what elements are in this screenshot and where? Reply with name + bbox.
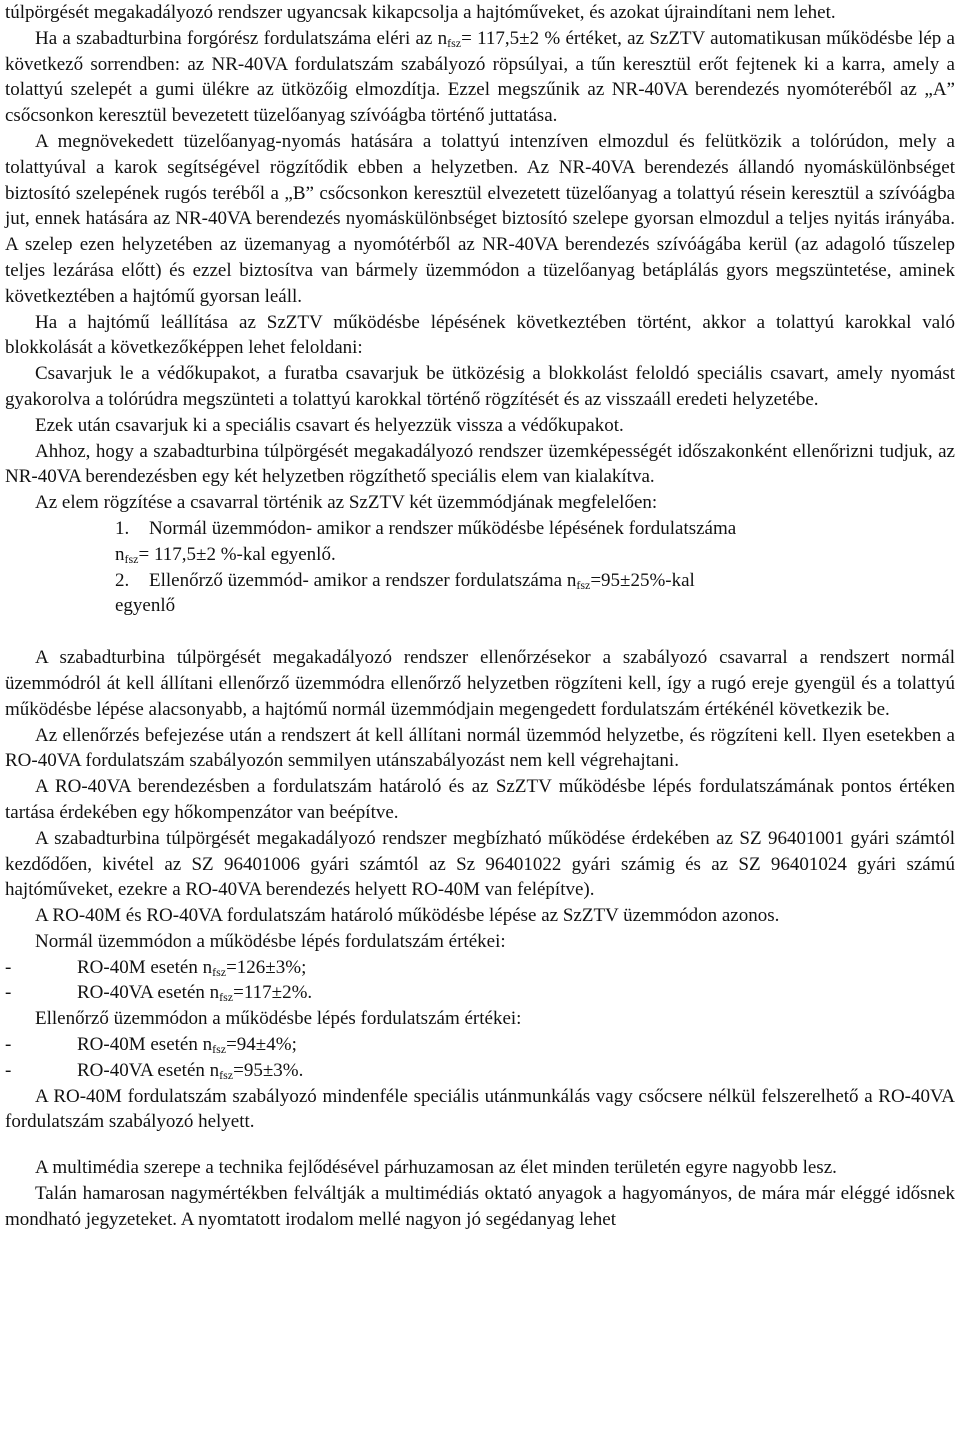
list-item	[115, 516, 955, 568]
paragraph: Ha a hajtómű leállítása az SzZTV működésbe lépésének következtében történt, akkor a tolattyú karokkal való blokkolását a következőképpen lehet feloldani:	[5, 311, 955, 359]
paragraph: Ellenőrző üzemmódon a működésbe lépés fordulatszám értékei:	[35, 1008, 522, 1030]
list-number: 1.	[115, 517, 130, 539]
paragraph: A megnövekedett tüzelőanyag-nyomás hatására a tolattyú intenzíven elmozdul és felütközik a tolórúdon, mely a tolattyúval a karok segítségével rögzítődik ebben a helyzetben. Az NR-40VA berendezés állandó nyomáskülönbséget biztosító szelepének rugós teréből a „B” csőcsonkon keresztül elvezetett tüzelőanyag a tolattyú résein keresztül a szívóágba jut, ennek hatására az NR-40VA berendezés nyomáskülönbséget biztosító szelepe gyorsan elmozdul a teljes nyitás irányába. A szelep ezen helyzetében az üzemanyag a nyomótérből az NR-40VA berendezés szívóágába kerül (az adagoló tűszelep teljes lezárása előtt) és ezzel biztosítva van bármely üzemmódon a tüzelőanyag betáplálás gyors megszüntetése, aminek következtében a hajtómű gyorsan leáll.	[5, 130, 955, 307]
subscript: fsz	[447, 35, 462, 50]
paragraph: A szabadturbina túlpörgését megakadályozó rendszer ellenőrzésekor a szabályozó csavarral a rendszert normál üzemmódról át kell állítani ellenőrző üzemmódra ellenőrző helyzetben rögzíteni kell, így a rugó ereje gyengül és a tolattyú működésbe lépése alacsonyabb, a hajtómű normál üzemmódjain megengedett fordulatszám értékénél következik be.	[5, 647, 955, 720]
dash-list-item: - RO-40M esetén $n_{fsz}=126\pm 3\%$;	[5, 956, 307, 979]
paragraph: A szabadturbina túlpörgését megakadályozó rendszer megbízható működése érdekében az SZ 96401001 gyári számtól kezdődően, kivétel az SZ 96401006 gyári számtól az Sz 96401022 gyári számig és az SZ 96401024 gyári számú hajtóműveket, ezekre a RO-40VA berendezés helyett RO-40M van felépítve).	[5, 827, 955, 901]
text-run: Ha a szabadturbina forgórész fordulatszáma eléri az n	[35, 27, 448, 49]
paragraph: Csavarjuk le a védőkupakot, a furatba csavarjuk be ütközésig a blokkolást feloldó speciális csavart, amely nyomást gyakorolva a tolórúdra megszünteti a tolattyú karokkal történő rögzítését és az visszaáll eredeti helyzetébe.	[5, 363, 955, 410]
dash-list-item: - RO-40VA esetén $n_{fsz}=117\pm 2\%$.	[5, 982, 313, 1005]
dash-list-item: - RO-40VA esetén $n_{fsz}=95\pm 3\%$.	[5, 1059, 304, 1082]
list-item	[115, 568, 955, 620]
paragraph: Talán hamarosan nagymértékben felváltják a multimédiás oktató anyagok a hagyományos, de mára már eléggé idősnek mondható jegyzeteket. A nyomtatott irodalom mellé nagyon jó segédanyag lehet	[5, 1183, 955, 1230]
dash-list-item: - RO-40M esetén $n_{fsz}=94\pm 4\%$;	[5, 1034, 297, 1057]
text-run: = 117,5±2 % értéket, az SzZTV automatikusan működésbe lép a következő sorrendben: az NR-40VA fordulatszám szabályozó röpsúlyai, a tűn keresztül erőt fejtenek ki a karra, amely a tolattyú szelepét a gumi ülékre az ütközőig elmozdítja. Ezzel megszűnik az NR-40VA berendezés nyomóteréből az „A” csőcsonkon keresztül bevezetett tüzelőanyag szívóágba történő juttatása.	[5, 27, 955, 127]
paragraph: A multimédia szerepe a technika fejlődésével párhuzamosan az élet minden területén egyre nagyobb lesz.	[35, 1157, 837, 1179]
document-page	[5, 0, 955, 1233]
paragraph: A RO-40VA berendezésben a fordulatszám határoló és az SzZTV működésbe lépés fordulatszámának pontos értéken tartása érdekében egy hőkompenzátor van beépítve.	[5, 776, 955, 823]
paragraph: Normál üzemmódon a működésbe lépés fordulatszám értékei:	[35, 930, 506, 952]
paragraph: A RO-40M és RO-40VA fordulatszám határoló működésbe lépése az SzZTV üzemmódon azonos.	[35, 905, 780, 927]
paragraph	[5, 26, 955, 129]
paragraph: túlpörgését megakadályozó rendszer ugyancsak kikapcsolja a hajtóműveket, és azokat újraindítani nem lehet.	[5, 2, 836, 23]
list-text: Normál üzemmódon- amikor a rendszer működésbe lépésének fordulatszáma $n_{fsz}= 117,5\pm 2$ %-kal egyenlő.	[115, 517, 737, 566]
paragraph: Ahhoz, hogy a szabadturbina túlpörgését megakadályozó rendszer üzemképességét időszakonként ellenőrizni tudjuk, az NR-40VA berendezésben egy két helyzetben rögzíthető speciális elem van kialakítva.	[5, 440, 955, 488]
paragraph: Az ellenőrzés befejezése után a rendszert át kell állítani normál üzemmód helyzetbe, és rögzíteni kell. Ilyen esetekben a RO-40VA fordulatszám szabályozón semmilyen utánszabályozást nem kell végrehajtani.	[5, 724, 955, 772]
list-number: 2.	[115, 569, 130, 591]
paragraph: A RO-40M fordulatszám szabályozó mindenféle speciális utánmunkálás vagy csőcsere nélkül felszerelhető a RO-40VA fordulatszám szabályozó helyett.	[5, 1085, 955, 1133]
paragraph: Az elem rögzítése a csavarral történik az SzZTV két üzemmódjának megfelelően:	[35, 492, 658, 514]
list-text: Ellenőrző üzemmód- amikor a rendszer fordulatszáma $n_{fsz}=95\pm 25\%$-kal egyenlő	[115, 569, 695, 617]
paragraph: Ezek után csavarjuk ki a speciális csavart és helyezzük vissza a védőkupakot.	[35, 414, 624, 436]
